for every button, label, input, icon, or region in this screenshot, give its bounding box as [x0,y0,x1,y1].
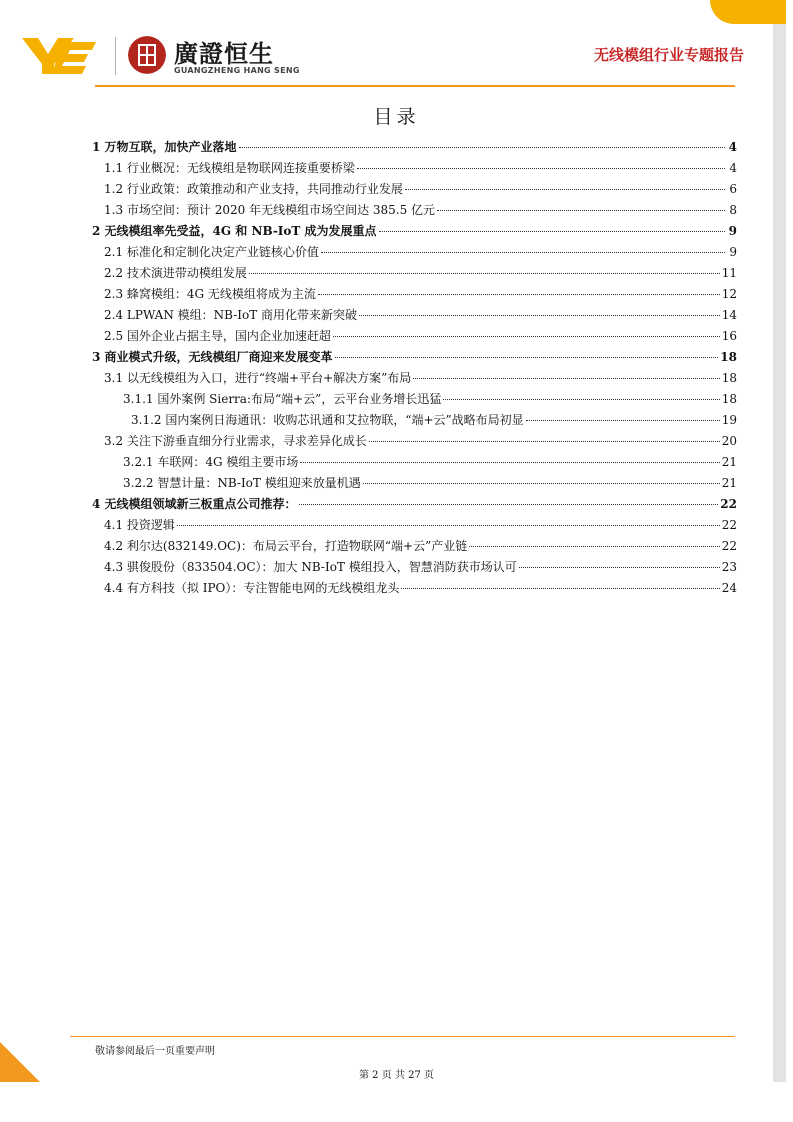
toc-entry[interactable] [92,474,737,495]
toc-entry-text: 4.1 投资逻辑 [104,518,175,532]
toc-entry[interactable] [92,159,737,180]
toc-entry-text: 2.2 技术演进带动模组发展 [104,266,247,280]
toc-entry-text: 2 无线模组率先受益，4G 和 NB-IoT 成为发展重点 [92,224,377,238]
toc-entry[interactable] [92,264,737,285]
corner-decoration [710,0,786,24]
toc-entry[interactable] [92,369,737,390]
toc-entry-text: 4.2 利尔达(832149.OC)：布局云平台，打造物联网“端+云”产业链 [104,539,468,553]
disclaimer-note: 敬请参阅最后一页重要声明 [95,1046,215,1057]
toc-entry[interactable] [92,306,737,327]
footer-rule [70,1036,735,1037]
toc-entry[interactable] [92,201,737,222]
dot-leader [177,525,720,526]
toc-entry-page: 20 [721,434,737,448]
seal-logo-icon [128,36,166,74]
toc-entry-page: 18 [721,392,737,406]
toc-entry-page: 22 [721,518,737,532]
logo-divider [115,37,116,75]
dot-leader [318,294,720,295]
toc-entry-page: 22 [720,497,737,511]
toc-entry-text: 3.1.1 国外案例 Sierra:布局“端+云”，云平台业务增长迅猛 [123,392,442,406]
toc-entry-text: 3.2.2 智慧计量：NB-IoT 模组迎来放量机遇 [123,476,361,490]
dot-leader [369,441,720,442]
dot-leader [335,357,719,358]
toc-entry-text: 1.1 行业概况：无线模组是物联网连接重要桥梁 [104,161,355,175]
toc-entry-text: 1 万物互联，加快产业落地 [92,140,237,154]
toc-entry[interactable] [92,390,737,411]
dot-leader [437,210,725,211]
toc-entry-page: 8 [729,203,737,217]
toc-entry-page: 16 [721,329,737,343]
dot-leader [526,420,720,421]
toc-entry-page: 11 [721,266,737,280]
toc-entry-text: 2.1 标准化和定制化决定产业链核心价值 [104,245,319,259]
brand-name-cn: 廣證恒生 [174,40,274,68]
toc-entry-page: 12 [721,287,737,301]
page-number: 第 2 页 共 27 页 [359,1070,434,1081]
dot-leader [321,252,725,253]
toc-entry[interactable] [92,285,737,306]
report-title: 无线模组行业专题报告 [593,46,744,64]
toc-entry-text: 1.3 市场空间：预计 2020 年无线模组市场空间达 385.5 亿元 [104,203,436,217]
toc-entry-text: 1.2 行业政策：政策推动和产业支持，共同推动行业发展 [104,182,403,196]
dot-leader [357,168,725,169]
toc-entry-page: 18 [720,350,737,364]
toc-entry[interactable] [92,243,737,264]
dot-leader [469,546,719,547]
toc-entry[interactable] [92,138,737,159]
toc-entry-text: 4.3 骐俊股份（833504.OC）：加大 NB-IoT 模组投入，智慧消防获市场认可 [104,560,517,574]
brand-name-en: GUANGZHENG HANG SENG [174,66,300,75]
toc-entry[interactable] [92,222,737,243]
toc-entry-text: 3 商业模式升级，无线模组厂商迎来发展变革 [92,350,333,364]
dot-leader [379,231,725,232]
toc-entry-page: 23 [721,560,737,574]
toc-entry[interactable] [92,537,737,558]
dot-leader [519,567,720,568]
toc-entry[interactable] [92,327,737,348]
toc-entry-page: 19 [721,413,737,427]
toc-entry[interactable] [92,180,737,201]
toc-entry-page: 22 [721,539,737,553]
toc-entry[interactable] [92,411,737,432]
dot-leader [249,273,720,274]
toc-entry-page: 24 [721,581,737,595]
dot-leader [363,483,720,484]
toc-entry-text: 3.1.2 国内案例日海通讯：收购芯讯通和艾拉物联，“端+云”战略布局初显 [131,413,524,427]
toc-entry-page: 4 [728,140,737,154]
toc-entry-page: 4 [729,161,737,175]
toc-entry-text: 2.5 国外企业占据主导，国内企业加速赶超 [104,329,331,343]
page-header [22,32,744,82]
toc-entry-page: 14 [721,308,737,322]
dot-leader [239,147,725,148]
toc-entry[interactable] [92,558,737,579]
dot-leader [443,399,719,400]
toc-entry[interactable] [92,495,737,516]
dot-leader [299,504,719,505]
toc-entry[interactable] [92,348,737,369]
dot-leader [300,462,719,463]
dot-leader [405,189,725,190]
toc-title: 目录 [373,106,420,128]
ye-logo-icon [22,36,96,76]
toc-entry-text: 2.4 LPWAN 模组：NB-IoT 商用化带来新突破 [104,308,358,322]
toc-entry-page: 21 [721,476,737,490]
toc-entry-page: 9 [729,245,737,259]
toc-entry-page: 6 [729,182,737,196]
dot-leader [359,315,720,316]
toc-entry[interactable] [92,432,737,453]
toc-entry[interactable] [92,453,737,474]
toc-entry-page: 9 [728,224,737,238]
toc-entry-text: 4 无线模组领域新三板重点公司推荐： [92,497,297,511]
toc-entry[interactable] [92,579,737,600]
toc-entry[interactable] [92,516,737,537]
toc-entry-page: 21 [721,455,737,469]
table-of-contents [92,138,737,600]
dot-leader [401,588,719,589]
right-margin-bar [773,0,786,1082]
dot-leader [333,336,720,337]
toc-entry-text: 3.2 关注下游垂直细分行业需求，寻求差异化成长 [104,434,367,448]
toc-entry-page: 18 [721,371,737,385]
toc-entry-text: 3.1 以无线模组为入口，进行“终端+平台+解决方案”布局 [104,371,412,385]
header-rule [95,85,735,87]
toc-entry-text: 2.3 蜂窝模组：4G 无线模组将成为主流 [104,287,316,301]
toc-entry-text: 3.2.1 车联网：4G 模组主要市场 [123,455,299,469]
dot-leader [413,378,719,379]
toc-entry-text: 4.4 有方科技（拟 IPO）：专注智能电网的无线模组龙头 [104,581,400,595]
